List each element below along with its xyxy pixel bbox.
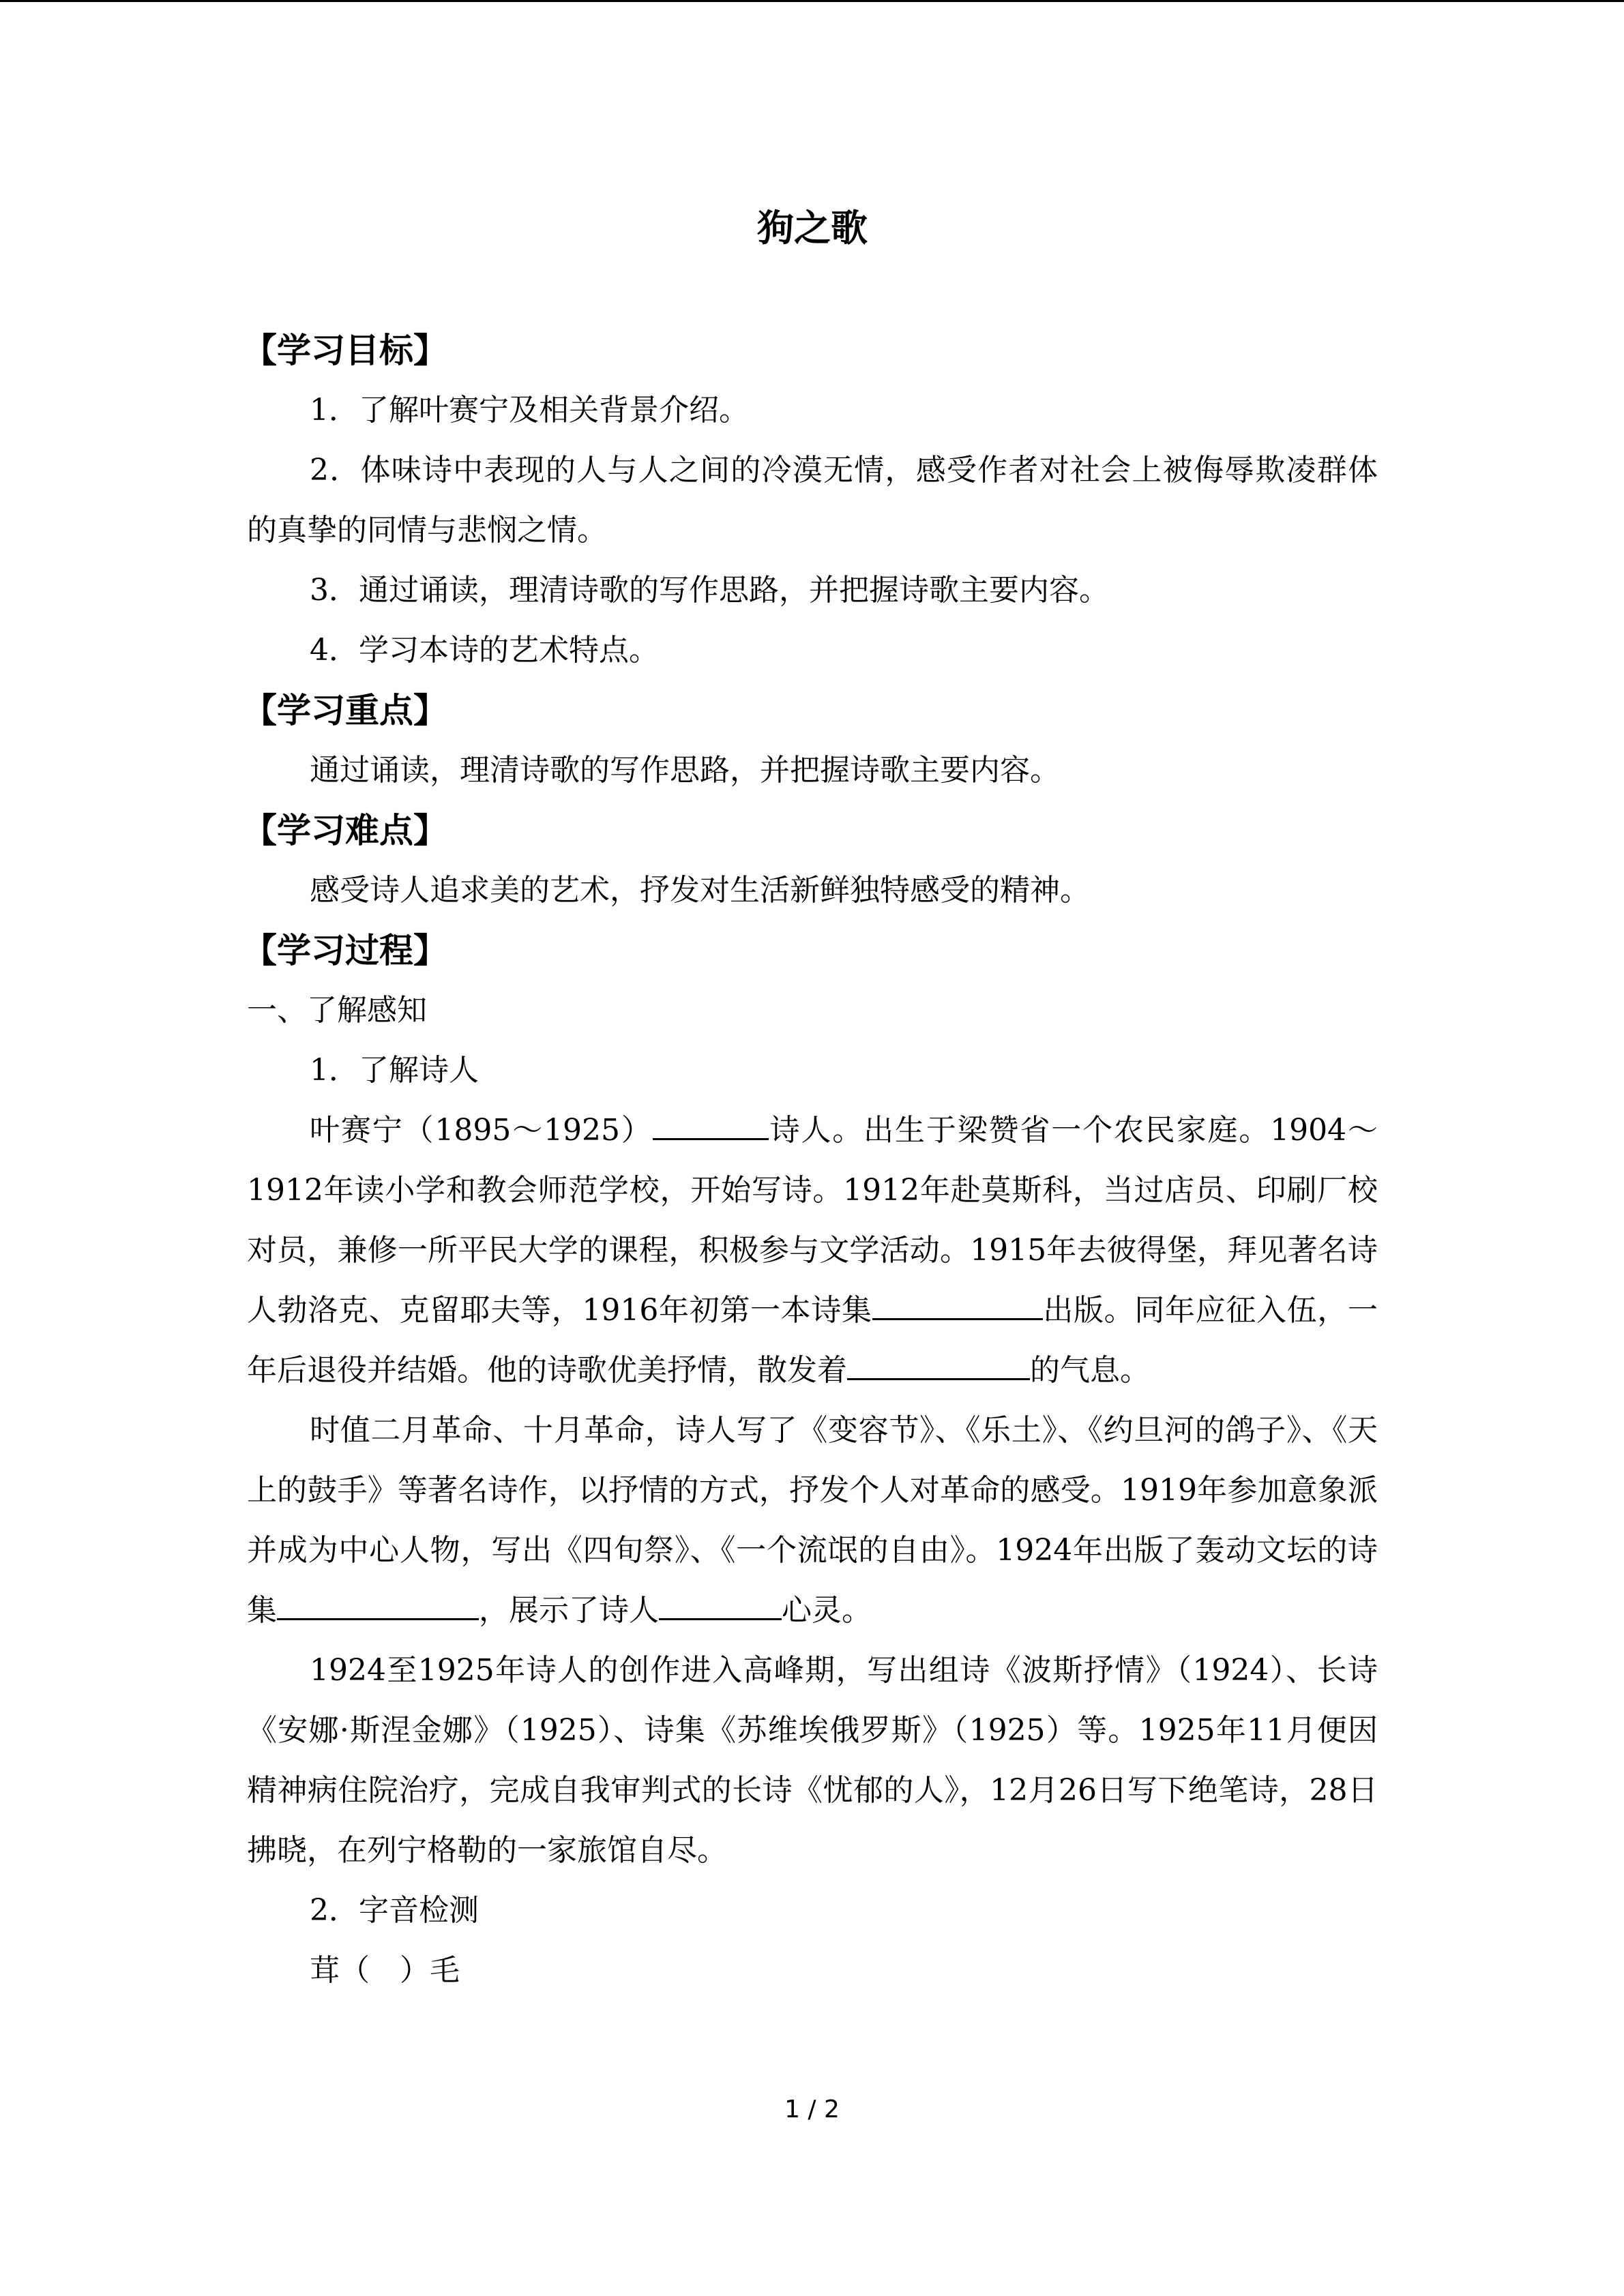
text-run: 出版。同年应征入伍，一年后退役并结婚。他的诗歌优美抒情，散发着 [247, 1293, 1378, 1388]
fill-blank-atmosphere[interactable] [847, 1345, 1030, 1380]
heading-key-points: 【学习重点】 [243, 691, 447, 730]
objective-item: 1．了解叶赛宁及相关背景介绍。 [310, 393, 749, 428]
subsection-pronunciation: 2．字音检测 [310, 1893, 479, 1928]
pronunciation-question [247, 1941, 1378, 2001]
subsection-poet: 1．了解诗人 [310, 1053, 479, 1088]
text-run: 叶赛宁（1895～1925） [310, 1113, 653, 1148]
fill-blank-famous-collection[interactable] [277, 1585, 479, 1620]
page-title: 狗之歌 [757, 207, 868, 250]
fill-blank-nationality[interactable] [653, 1105, 769, 1140]
heading-objectives: 【学习目标】 [243, 331, 447, 370]
document-body [243, 320, 1378, 2001]
text-run: 心灵。 [782, 1593, 872, 1628]
fill-blank-first-collection[interactable] [872, 1285, 1043, 1320]
objective-item: 2．体味诗中表现的人与人之间的冷漠无情，感受作者对社会上被侮辱欺凌群体的真挚的同情与悲悯之情。 [247, 453, 1378, 548]
key-points-text: 通过诵读，理清诗歌的写作思路，并把握诗歌主要内容。 [310, 753, 1060, 788]
page-number: 1 / 2 [784, 2096, 840, 2123]
text-run: 时值二月革命、十月革命，诗人写了《变容节》、《乐土》、《约旦河的鸽子》、《天上的鼓手》等著名诗作，以抒情的方式，抒发个人对革命的感受。1919年参加意象派并成为中心人物，写出《四旬祭》、《一个流氓的自由》。1924年出版了轰动文坛的诗集 [247, 1413, 1378, 1628]
text-run: ）毛 [400, 1953, 460, 1988]
heading-difficulties: 【学习难点】 [243, 811, 447, 850]
part-one-title: 一、了解感知 [247, 993, 427, 1028]
text-run: ，展示了诗人 [479, 1593, 659, 1628]
text-run: 诗人。出生于梁赞省一个农民家庭。1904～1912年读小学和教会师范学校，开始写诗。1912年赴莫斯科，当过店员、印刷厂校对员，兼修一所平民大学的课程，积极参与文学活动。1915年去彼得堡，拜见著名诗人勃洛克、克留耶夫等，1916年初第一本诗集 [247, 1113, 1378, 1328]
objective-item: 3．通过诵读，理清诗歌的写作思路，并把握诗歌主要内容。 [310, 573, 1109, 608]
text-run: 的气息。 [1030, 1353, 1150, 1388]
objective-item: 4．学习本诗的艺术特点。 [310, 633, 659, 668]
poet-paragraph-2 [247, 1401, 1378, 1641]
poet-paragraph-1 [247, 1101, 1378, 1401]
difficulties-text: 感受诗人追求美的艺术，抒发对生活新鲜独特感受的精神。 [310, 873, 1090, 908]
fill-blank-soul[interactable] [659, 1585, 782, 1620]
text-run: 茸（ [310, 1953, 370, 1988]
heading-process: 【学习过程】 [243, 931, 447, 970]
poet-paragraph-3: 1924至1925年诗人的创作进入高峰期，写出组诗《波斯抒情》（1924）、长诗《安娜·斯涅金娜》（1925）、诗集《苏维埃俄罗斯》（1925）等。1925年11月便因精神病住院治疗，完成自我审判式的长诗《忧郁的人》，12月26日写下绝笔诗，28日拂晓，在列宁格勒的一家旅馆自尽。 [247, 1653, 1378, 1868]
top-border-line [0, 0, 1624, 2]
